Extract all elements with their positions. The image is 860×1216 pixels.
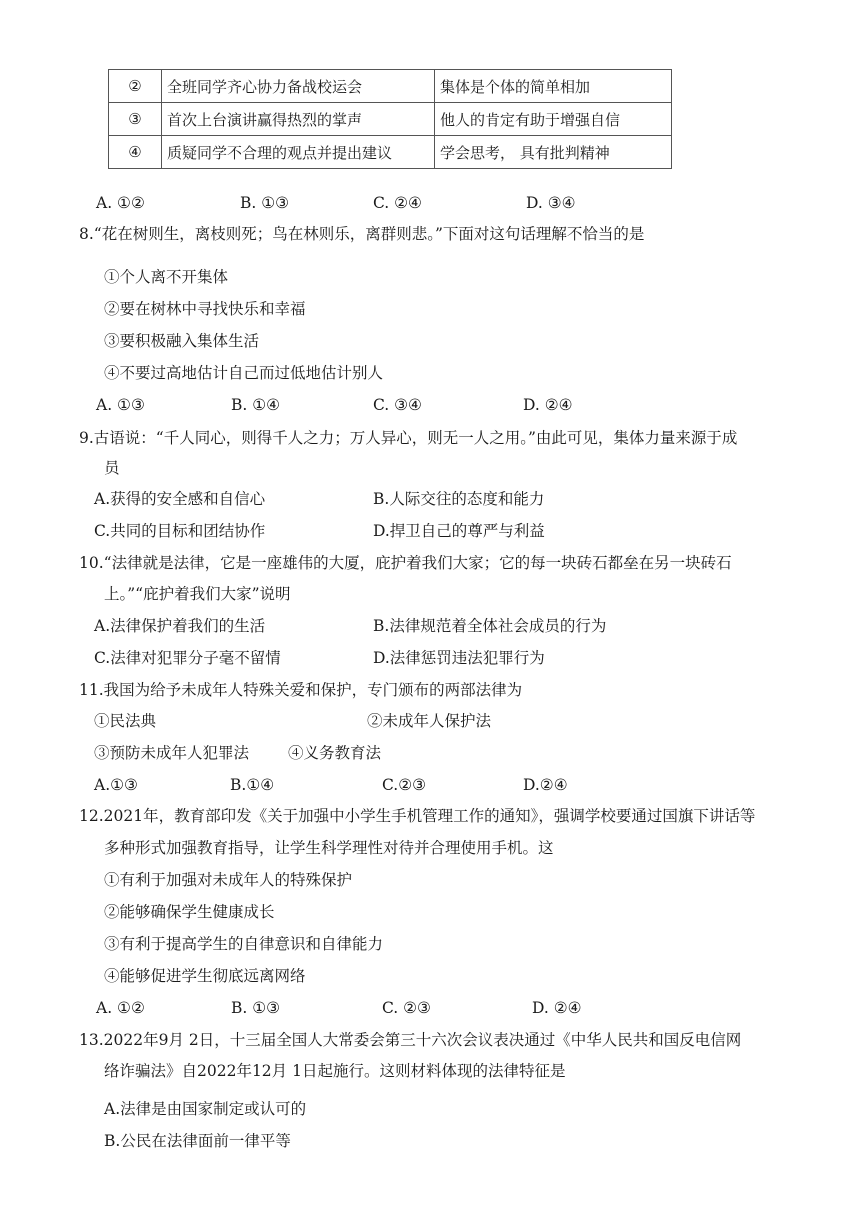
q8-stem: 8.“花在树则生，离枝则死；鸟在林则乐，离群则悲。”下面对这句话理解不恰当的是 xyxy=(79,225,645,243)
q12-item-3: ③有利于提高学生的自律意识和自律能力 xyxy=(104,935,384,953)
q12-option-b: B. ①③ xyxy=(231,999,281,1017)
q13-option-b: B.公民在法律面前一律平等 xyxy=(104,1132,291,1150)
examples-table xyxy=(108,69,672,169)
row-event: 质疑同学不合理的观点并提出建议 xyxy=(162,136,435,169)
q10-option-a: A.法律保护着我们的生活 xyxy=(94,617,266,635)
q13-stem-cont: 络诈骗法》自2022年12月 1日起施行。这则材料体现的法律特征是 xyxy=(104,1062,566,1080)
q12-option-d: D. ②④ xyxy=(532,999,582,1017)
q9-option-b: B.人际交往的态度和能力 xyxy=(373,490,545,508)
q7-option-b: B. ①③ xyxy=(240,194,290,212)
q7-option-a: A. ①② xyxy=(96,194,145,212)
row-number: ④ xyxy=(109,136,162,169)
q11-item-4: ④义务教育法 xyxy=(288,744,382,762)
q8-item-3: ③要积极融入集体生活 xyxy=(104,332,260,350)
q11-option-d: D.②④ xyxy=(523,776,568,794)
q12-stem: 12.2021年，教育部印发《关于加强中小学生手机管理工作的通知》，强调学校要通过国旗下讲话等 xyxy=(79,807,756,825)
q11-item-2: ②未成年人保护法 xyxy=(367,712,492,730)
q9-option-c: C.共同的目标和团结协作 xyxy=(94,522,266,540)
q11-option-a: A.①③ xyxy=(94,776,138,794)
q7-option-c: C. ②④ xyxy=(373,194,422,212)
row-insight: 他人的肯定有助于增强自信 xyxy=(435,103,672,136)
q10-option-c: C.法律对犯罪分子毫不留情 xyxy=(94,649,281,667)
q10-option-d: D.法律惩罚违法犯罪行为 xyxy=(373,649,545,667)
table-row xyxy=(109,103,672,136)
q11-stem: 11.我国为给予未成年人特殊关爱和保护，专门颁布的两部法律为 xyxy=(79,681,523,699)
q9-stem: 9.古语说：“千人同心，则得千人之力；万人异心，则无一人之用。”由此可见，集体力量来源于成 xyxy=(79,429,738,447)
q10-option-b: B.法律规范着全体社会成员的行为 xyxy=(373,617,607,635)
q12-stem-cont: 多种形式加强教育指导，让学生科学理性对待并合理使用手机。这 xyxy=(104,839,554,857)
q10-stem: 10.“法律就是法律，它是一座雄伟的大厦，庇护着我们大家；它的每一块砖石都垒在另一块砖石 xyxy=(79,554,732,572)
table-row xyxy=(109,136,672,169)
q12-option-a: A. ①② xyxy=(96,999,145,1017)
q9-stem-cont: 员 xyxy=(104,459,120,477)
q8-option-a: A. ①③ xyxy=(96,396,145,414)
q12-item-2: ②能够确保学生健康成长 xyxy=(104,903,275,921)
q8-option-b: B. ①④ xyxy=(231,396,281,414)
row-event: 全班同学齐心协力备战校运会 xyxy=(162,70,435,103)
q11-item-1: ①民法典 xyxy=(94,712,157,730)
q8-item-4: ④不要过高地估计自己而过低地估计别人 xyxy=(104,364,384,382)
q9-option-a: A.获得的安全感和自信心 xyxy=(94,490,266,508)
q12-item-1: ①有利于加强对未成年人的特殊保护 xyxy=(104,871,353,889)
q11-item-3: ③预防未成年人犯罪法 xyxy=(94,744,250,762)
q13-option-a: A.法律是由国家制定或认可的 xyxy=(104,1100,307,1118)
row-number: ② xyxy=(109,70,162,103)
q11-option-c: C.②③ xyxy=(382,776,427,794)
q8-option-d: D. ②④ xyxy=(523,396,573,414)
table-row xyxy=(109,70,672,103)
q8-item-1: ①个人离不开集体 xyxy=(104,268,229,286)
row-insight: 集体是个体的简单相加 xyxy=(435,70,672,103)
q12-item-4: ④能够促进学生彻底远离网络 xyxy=(104,967,306,985)
row-number: ③ xyxy=(109,103,162,136)
row-insight: 学会思考， 具有批判精神 xyxy=(435,136,672,169)
q12-option-c: C. ②③ xyxy=(382,999,431,1017)
q8-option-c: C. ③④ xyxy=(373,396,422,414)
q9-option-d: D.捍卫自己的尊严与利益 xyxy=(373,522,545,540)
q7-option-d: D. ③④ xyxy=(526,194,576,212)
row-event: 首次上台演讲赢得热烈的掌声 xyxy=(162,103,435,136)
q13-stem: 13.2022年9月 2日，十三届全国人大常委会第三十六次会议表决通过《中华人民共和国反电信网 xyxy=(79,1031,742,1049)
q8-item-2: ②要在树林中寻找快乐和幸福 xyxy=(104,300,306,318)
q10-stem-cont: 上。”“庇护着我们大家”说明 xyxy=(104,585,291,603)
q11-option-b: B.①④ xyxy=(230,776,275,794)
